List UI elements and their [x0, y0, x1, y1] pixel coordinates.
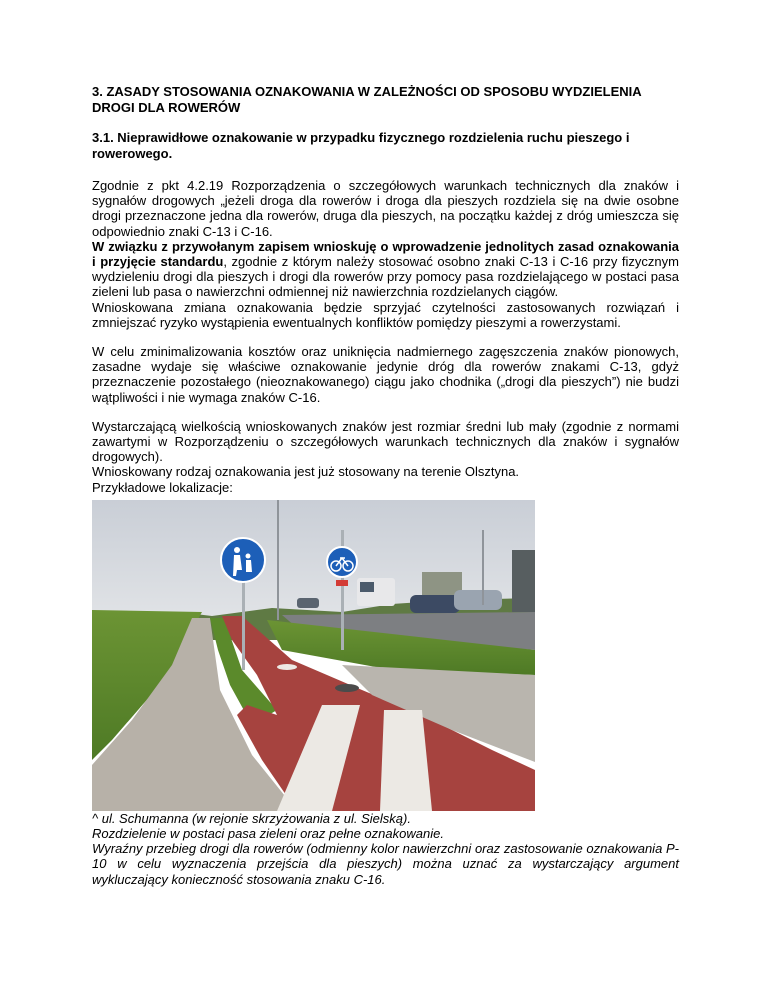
document-page: [92, 84, 679, 887]
section-title: 3. ZASADY STOSOWANIA OZNAKOWANIA W ZALEŻNOŚCI OD SPOSOBU WYDZIELENIA DROGI DLA ROWERÓW: [92, 84, 642, 115]
caption-line-3: Wyraźny przebieg drogi dla rowerów (odmienny kolor nawierzchni oraz zastosowanie oznakowania P-10 w celu wyznaczenia przejścia dla pieszych) można uznać za wystarczający argument wykluczający konieczność stosowania znaku C-16.: [92, 841, 679, 887]
paragraph-2-text: , zgodnie z którym należy stosować osobno znaki C-13 i C-16 przy fizycznym wydzieleniu drogi dla pieszych i drogi dla rowerów przy pomocy pasa rozdzielającego w postaci pasa zieleni lub pasa o nawierzchni odmiennej niż nawierzchnia rozdzielanych ciągów.: [92, 254, 679, 300]
paragraph-1-text: Zgodnie z pkt 4.2.19 Rozporządzenia o szczegółowych warunkach technicznych dla znaków i sygnałów drogowych „jeżeli droga dla rowerów i droga dla pieszych rozdziela się na dwie osobne drogi przeznaczone jedna dla rowerów, druga dla pieszych, na początku każdej z dróg umieszcza się odpowiednio znaki C-13 i C-16.: [92, 178, 679, 239]
street-photo-icon: [92, 500, 535, 811]
paragraph-5: [92, 419, 679, 495]
caption-line-1: ^ ul. Schumanna (w rejonie skrzyżowania z ul. Sielską).: [92, 810, 411, 826]
paragraph-1: [92, 178, 679, 330]
paragraph-4: W celu zminimalizowania kosztów oraz uniknięcia nadmiernego zagęszczenia znaków pionowych, zasadne wydaje się właściwe oznakowanie jedynie dróg dla rowerów znakami C-13, gdyż przeznaczenie pozostałego (nieoznakowanego) ciągu jako chodnika („drogi dla pieszych”) nie budzi wątpliwości i nie wymaga znaków C-16.: [92, 344, 679, 405]
caption-line-2: Rozdzielenie w postaci pasa zieleni oraz pełne oznakowanie.: [92, 826, 444, 842]
paragraph-5-text: Wystarczającą wielkością wnioskowanych znaków jest rozmiar średni lub mały (zgodnie z normami zawartymi w Rozporządzeniu o szczegółowych warunkach technicznych dla znaków i sygnałów drogowych).: [92, 418, 679, 465]
paragraph-3-text: Wnioskowana zmiana oznakowania będzie sprzyjać czytelności zastosowanych rozwiązań i zmniejszać ryzyko wystąpienia ewentualnych konfliktów pomiędzy pieszymi a rowerzystami.: [92, 299, 679, 330]
paragraph-7-text: Przykładowe lokalizacje:: [92, 479, 233, 495]
section-subtitle: 3.1. Nieprawidłowe oznakowanie w przypadku fizycznego rozdzielenia ruchu pieszego i rowerowego.: [92, 130, 630, 161]
paragraph-2-bold: W związku z przywołanym zapisem wnioskuję o wprowadzenie jednolitych zasad oznakowania i przyjęcie standardu: [92, 238, 679, 270]
paragraph-6-text: Wnioskowany rodzaj oznakowania jest już stosowany na terenie Olsztyna.: [92, 464, 520, 480]
